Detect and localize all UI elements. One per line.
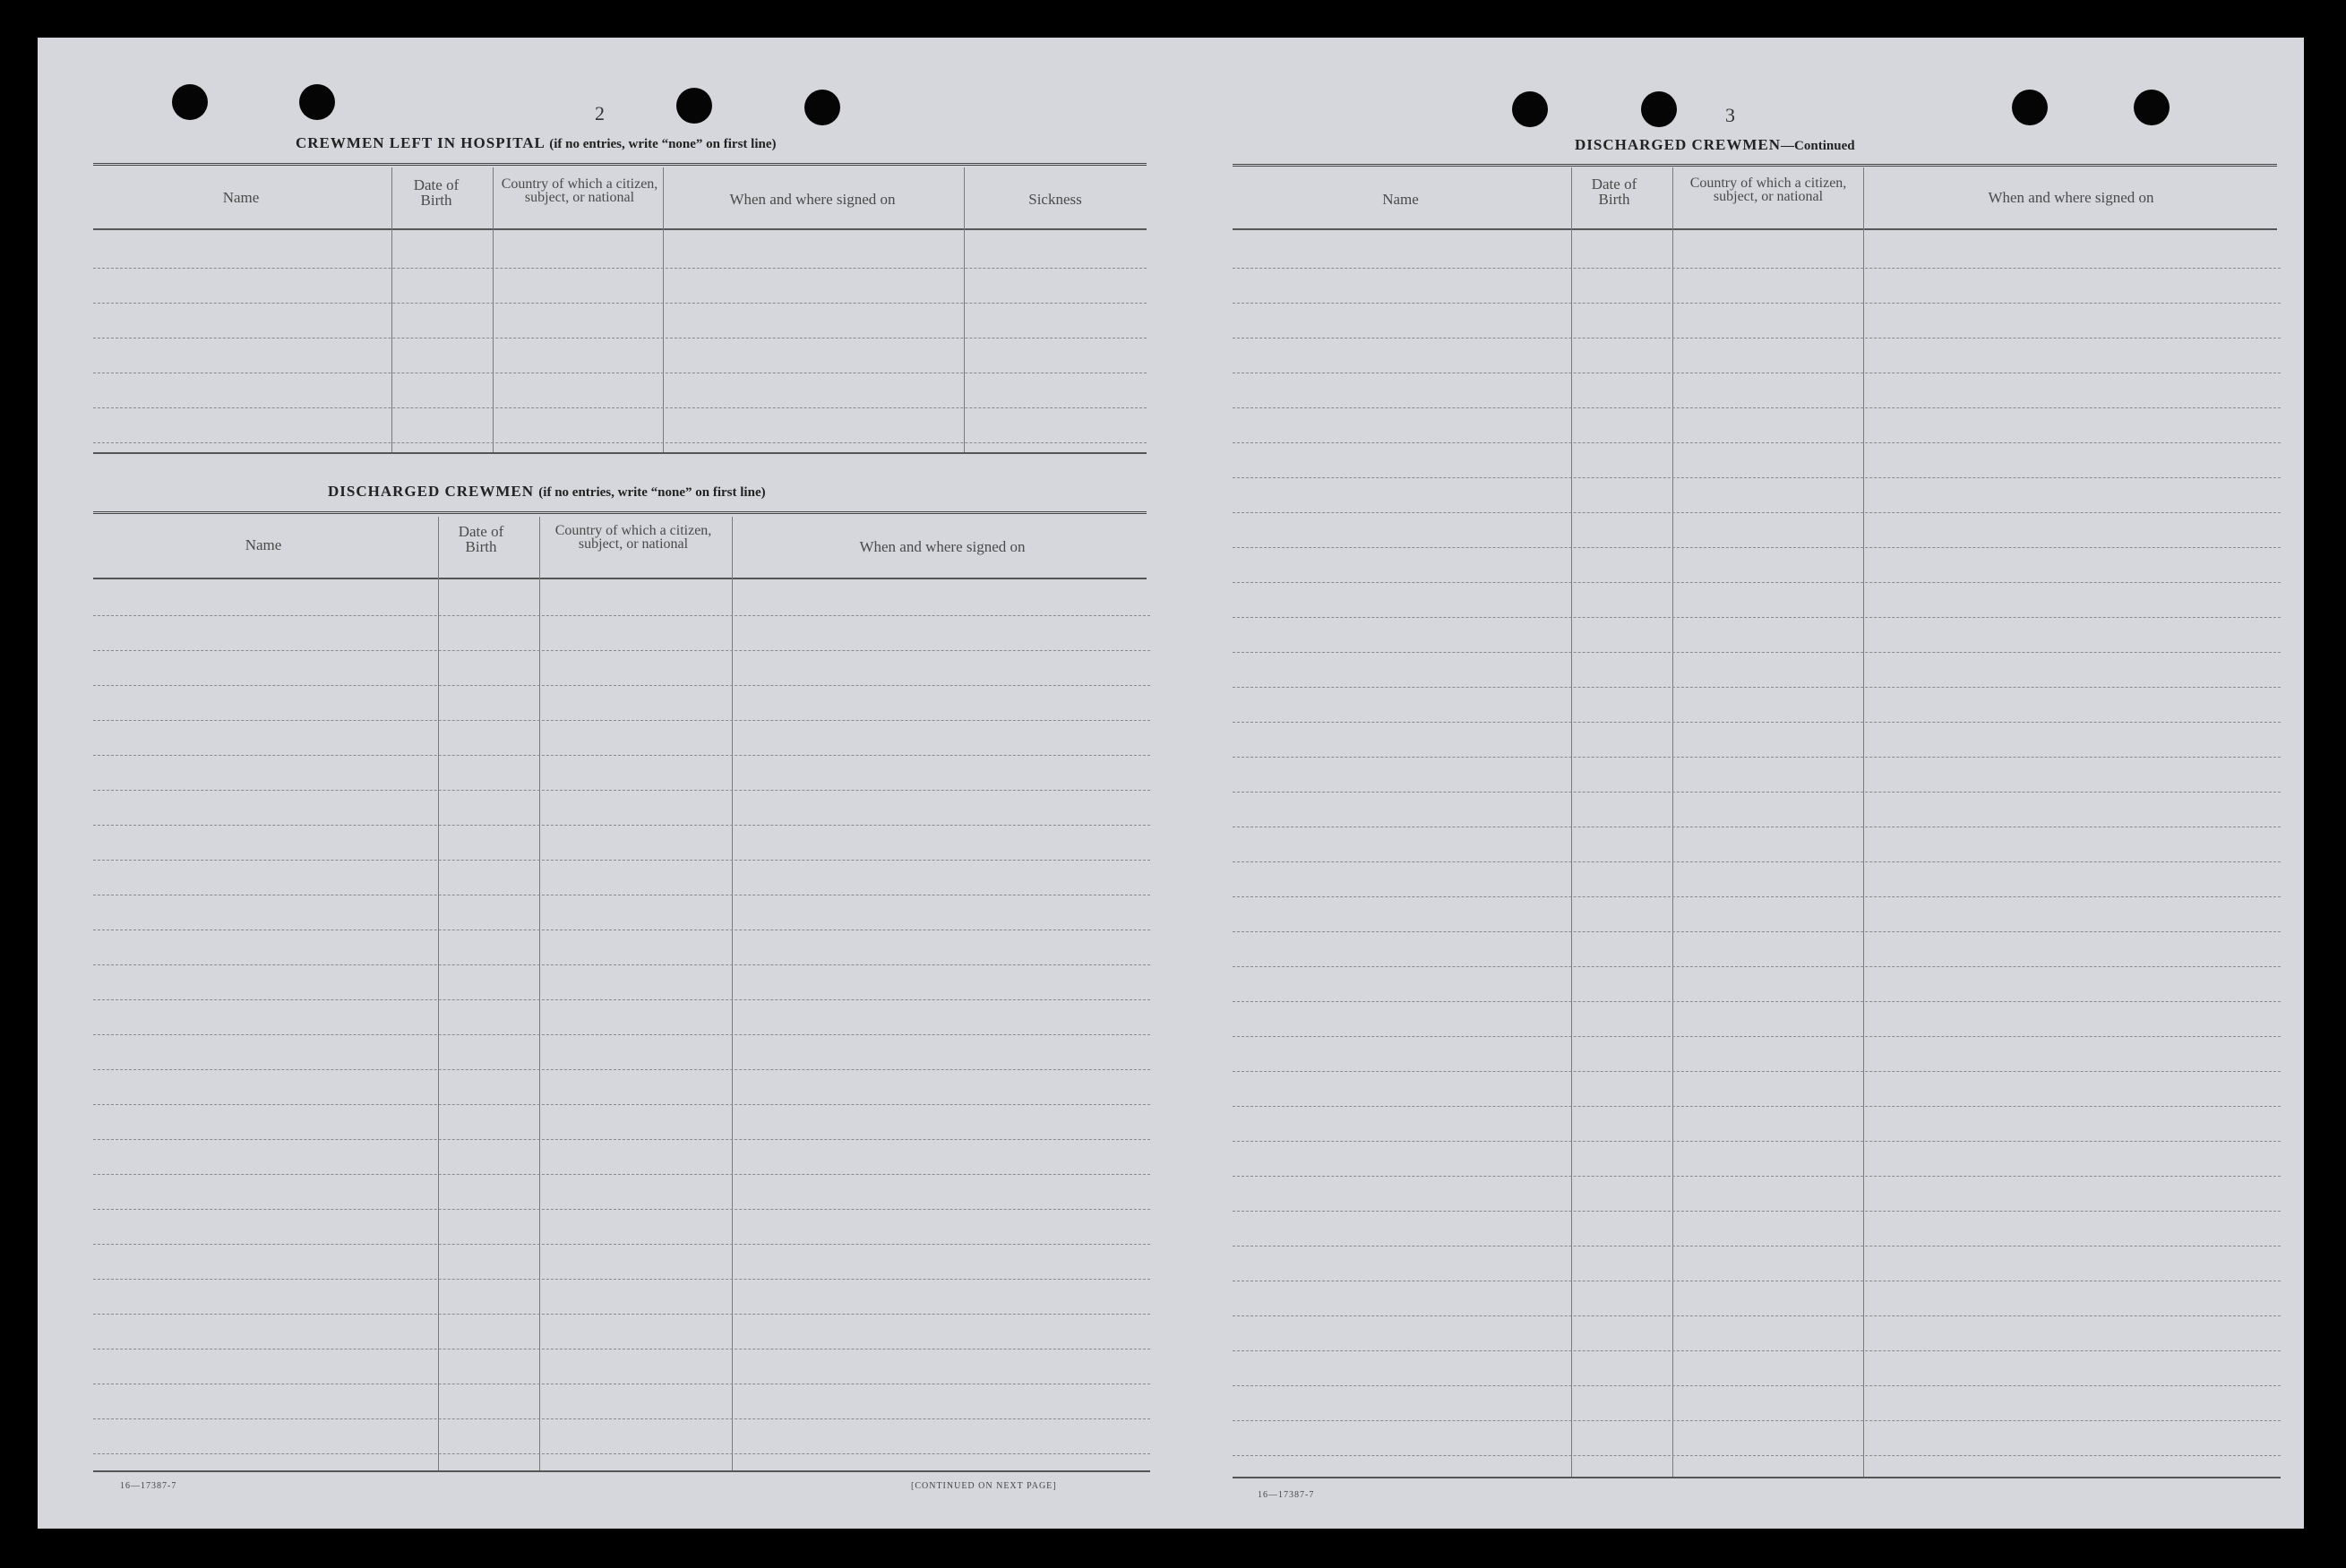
ruled-line xyxy=(93,790,1150,791)
continued-section-title xyxy=(1575,136,1855,154)
ruled-line xyxy=(1233,792,2281,793)
continued-title-text: DISCHARGED CREWMEN xyxy=(1575,136,1782,153)
discharged-bottom-rule xyxy=(93,1470,1150,1472)
hospital-col-divider xyxy=(964,167,965,452)
hospital-col-name: Name xyxy=(222,189,260,206)
ruled-line xyxy=(93,407,1147,408)
ruled-line xyxy=(1233,1106,2281,1107)
discharged-top-rule xyxy=(93,511,1147,514)
ruled-line xyxy=(93,999,1150,1000)
ruled-line xyxy=(1233,442,2281,443)
ruled-line xyxy=(1233,931,2281,932)
continued-col-country: Country of which a citizen, subject, or national xyxy=(1689,176,1847,204)
ruled-line xyxy=(1233,1036,2281,1037)
continued-top-rule xyxy=(1233,164,2277,167)
hospital-section-title xyxy=(296,134,777,152)
continued-bottom-rule xyxy=(1233,1477,2281,1478)
hospital-header-rule xyxy=(93,228,1147,230)
ruled-line xyxy=(1233,1246,2281,1247)
continued-note: [CONTINUED ON NEXT PAGE] xyxy=(911,1481,1057,1491)
form-number-left: 16—17387-7 xyxy=(120,1481,177,1491)
ruled-line xyxy=(1233,1141,2281,1142)
ruled-line xyxy=(93,1209,1150,1210)
continued-col-dob: Date of Birth xyxy=(1591,176,1637,208)
ruled-line xyxy=(93,650,1150,651)
discharged-col-divider xyxy=(732,517,733,1470)
continued-header-rule xyxy=(1233,228,2277,230)
ruled-line xyxy=(93,685,1150,686)
hospital-top-rule xyxy=(93,163,1147,166)
punch-hole xyxy=(1512,91,1548,127)
punch-hole xyxy=(2012,90,2048,125)
ruled-line xyxy=(93,1139,1150,1140)
ruled-line xyxy=(1233,303,2281,304)
punch-hole xyxy=(676,88,712,124)
punch-hole xyxy=(804,90,840,125)
discharged-instruction: (if no entries, write “none” on first line) xyxy=(538,485,766,500)
discharged-col-dob: Date of Birth xyxy=(458,523,504,555)
ruled-line xyxy=(1233,757,2281,758)
ruled-line xyxy=(93,1279,1150,1280)
discharged-header-rule xyxy=(93,578,1147,579)
ruled-line xyxy=(1233,407,2281,408)
ruled-line xyxy=(93,1453,1150,1454)
hospital-col-dob: Date of Birth xyxy=(413,176,460,209)
ruled-line xyxy=(1233,477,2281,478)
ruled-line xyxy=(93,1069,1150,1070)
ruled-line xyxy=(93,268,1147,269)
form-sheet xyxy=(38,38,2304,1529)
page-number-left: 2 xyxy=(595,102,605,124)
ruled-line xyxy=(1233,512,2281,513)
ruled-line xyxy=(93,1418,1150,1419)
hospital-col-country: Country of which a citizen, subject, or national xyxy=(501,176,658,205)
hospital-bottom-rule xyxy=(93,452,1147,454)
ruled-line xyxy=(93,1174,1150,1175)
discharged-col-divider xyxy=(438,517,439,1470)
discharged-title-text: DISCHARGED CREWMEN xyxy=(328,483,535,500)
punch-hole xyxy=(299,84,335,120)
discharged-col-country: Country of which a citizen, subject, or national xyxy=(554,523,712,552)
continued-suffix: —Continued xyxy=(1781,139,1855,153)
ruled-line xyxy=(1233,617,2281,618)
ruled-line xyxy=(1233,268,2281,269)
ruled-line xyxy=(93,303,1147,304)
ruled-line xyxy=(93,1034,1150,1035)
ruled-line xyxy=(93,1349,1150,1350)
ruled-line xyxy=(1233,1350,2281,1351)
ruled-line xyxy=(93,1314,1150,1315)
ruled-line xyxy=(1233,1071,2281,1072)
discharged-col-name: Name xyxy=(245,536,282,553)
ruled-line xyxy=(1233,1455,2281,1456)
ruled-line xyxy=(93,964,1150,965)
page-number-right: 3 xyxy=(1725,104,1735,126)
form-number-right: 16—17387-7 xyxy=(1258,1490,1315,1500)
continued-col-name: Name xyxy=(1382,191,1419,208)
ruled-line xyxy=(93,442,1147,443)
punch-hole xyxy=(2134,90,2170,125)
ruled-line xyxy=(1233,582,2281,583)
hospital-instruction: (if no entries, write “none” on first line) xyxy=(549,137,777,151)
ruled-line xyxy=(1233,652,2281,653)
ruled-line xyxy=(1233,1001,2281,1002)
ruled-line xyxy=(93,755,1150,756)
ruled-line xyxy=(1233,1176,2281,1177)
hospital-col-divider xyxy=(493,167,494,452)
ruled-line xyxy=(1233,1211,2281,1212)
hospital-col-divider xyxy=(391,167,392,452)
punch-hole xyxy=(172,84,208,120)
hospital-col-signed: When and where signed on xyxy=(729,191,896,208)
discharged-col-signed: When and where signed on xyxy=(859,538,1026,555)
hospital-title-text: CREWMEN LEFT IN HOSPITAL xyxy=(296,134,545,151)
ruled-line xyxy=(1233,547,2281,548)
hospital-col-sickness: Sickness xyxy=(1028,191,1082,208)
ruled-line xyxy=(1233,687,2281,688)
hospital-col-divider xyxy=(663,167,664,452)
ruled-line xyxy=(1233,722,2281,723)
ruled-line xyxy=(93,860,1150,861)
ruled-line xyxy=(93,1104,1150,1105)
ruled-line xyxy=(1233,1315,2281,1316)
ruled-line xyxy=(93,720,1150,721)
ruled-line xyxy=(1233,1420,2281,1421)
ruled-line xyxy=(93,825,1150,826)
punch-hole xyxy=(1641,91,1677,127)
discharged-section-title xyxy=(328,483,766,501)
discharged-col-divider xyxy=(539,517,540,1470)
ruled-line xyxy=(1233,966,2281,967)
continued-col-signed: When and where signed on xyxy=(1988,189,2154,206)
ruled-line xyxy=(1233,1385,2281,1386)
ruled-line xyxy=(1233,896,2281,897)
ruled-line xyxy=(1233,861,2281,862)
ruled-line xyxy=(93,615,1150,616)
ruled-line xyxy=(93,1244,1150,1245)
